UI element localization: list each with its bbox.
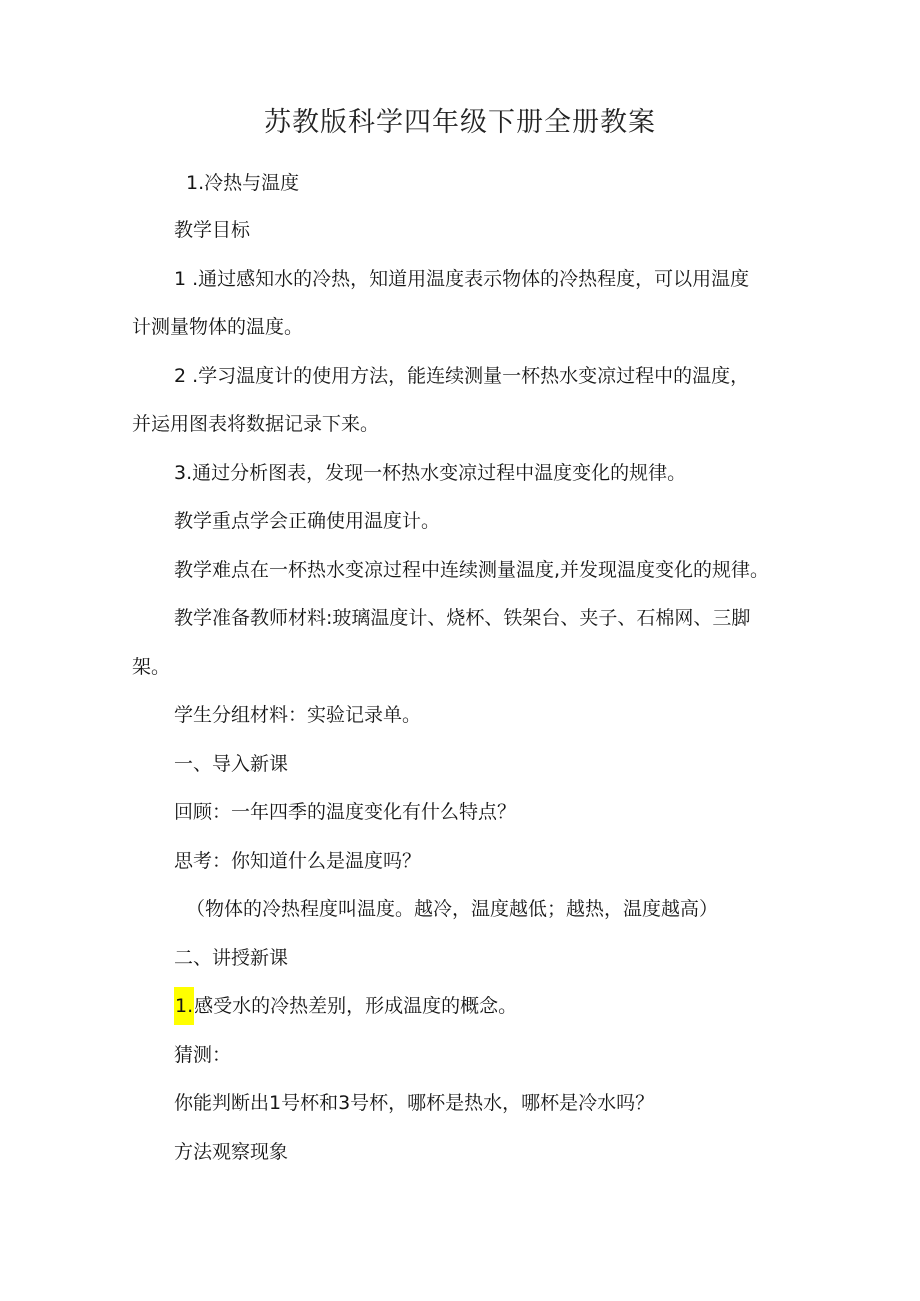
step-1-text: 感受水的冷热差别，形成温度的概念。 bbox=[194, 995, 518, 1017]
step-1 bbox=[174, 993, 517, 1019]
review-question: 回顾：一年四季的温度变化有什么特点？ bbox=[174, 801, 517, 823]
objective-2-line-1: 2 .学习温度计的使用方法，能连续测量一杯热水变凉过程中的温度， bbox=[174, 365, 750, 387]
lesson-title: 1.冷热与温度 bbox=[186, 172, 300, 194]
difficulty: 教学难点在一杯热水变凉过程中连续测量温度,并发现温度变化的规律。 bbox=[174, 559, 770, 581]
preparation-line-1: 教学准备教师材料:玻璃温度计、烧杯、铁架台、夹子、石棉网、三脚 bbox=[174, 607, 751, 629]
section-2-heading: 二、讲授新课 bbox=[174, 947, 289, 969]
objective-3: 3.通过分析图表，发现一杯热水变凉过程中温度变化的规律。 bbox=[174, 462, 687, 484]
preparation-line-2: 架。 bbox=[132, 656, 171, 678]
student-materials: 学生分组材料：实验记录单。 bbox=[174, 704, 422, 726]
objective-1-line-1: 1 .通过感知水的冷热，知道用温度表示物体的冷热程度，可以用温度 bbox=[174, 268, 750, 290]
document-title: 苏教版科学四年级下册全册教案 bbox=[264, 107, 656, 138]
objective-2-line-2: 并运用图表将数据记录下来。 bbox=[132, 413, 380, 435]
method-label: 方法观察现象 bbox=[174, 1141, 289, 1163]
objective-1-line-2: 计测量物体的温度。 bbox=[132, 316, 304, 338]
cup-question: 你能判断出1号杯和3号杯，哪杯是热水，哪杯是冷水吗？ bbox=[174, 1092, 655, 1114]
guess-label: 猜测： bbox=[174, 1044, 232, 1066]
answer-text: （物体的冷热程度叫温度。越冷，温度越低；越热，温度越高） bbox=[186, 898, 719, 920]
step-1-number-highlight: 1. bbox=[174, 987, 194, 1025]
key-point: 教学重点学会正确使用温度计。 bbox=[174, 510, 441, 532]
objectives-heading: 教学目标 bbox=[174, 219, 251, 241]
section-1-heading: 一、导入新课 bbox=[174, 753, 289, 775]
think-question: 思考：你知道什么是温度吗？ bbox=[174, 850, 422, 872]
